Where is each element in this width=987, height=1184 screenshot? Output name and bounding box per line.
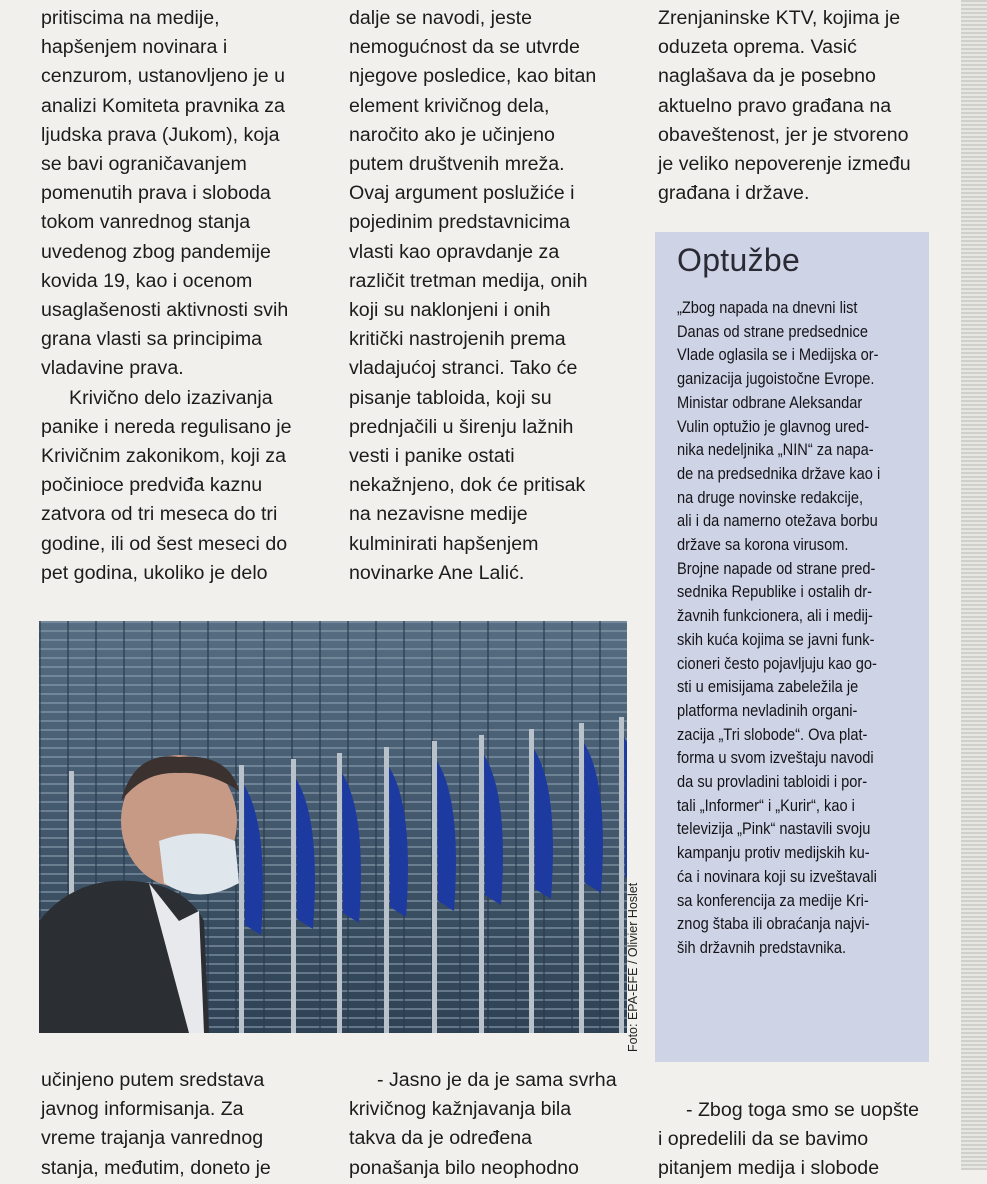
flag-pole: [529, 729, 534, 1033]
text-line: naročito ako je učinjeno: [349, 123, 555, 146]
text-line: učinjeno putem sredstava: [41, 1069, 265, 1091]
text-line: skih kuća kojima se javni funk-: [677, 629, 875, 649]
text-line: kampanju protiv medijskih ku-: [677, 843, 870, 863]
text-line: takva da je određena: [349, 1127, 533, 1150]
text-line: pisanje tabloida, koji su: [349, 386, 552, 409]
text-line: kovida 19, kao i ocenom: [41, 269, 253, 292]
text-line: na nezavisne medije: [349, 503, 528, 526]
text-line: zatvora od tri meseca do tri: [41, 503, 278, 526]
text-line: vlasti kao opravdanje za: [349, 240, 560, 263]
text-line: sa konferencija za medije Kri-: [677, 890, 869, 910]
page-edge: [961, 0, 987, 1170]
text-line: da su provladini tabloidi i por-: [677, 772, 868, 792]
text-line: se bavi ograničavanjem: [41, 153, 247, 176]
text-line: ših državnih predstavnika.: [677, 937, 847, 957]
sidebar-body: [677, 296, 892, 960]
text-line: aktuelno pravo građana na: [658, 94, 892, 117]
article-column-3-bottom: [658, 1096, 948, 1184]
text-line: različit tretman medija, onih: [349, 269, 588, 292]
text-line: ali i da namerno otežava borbu: [677, 511, 878, 531]
text-line: ljudska prava (Jukom), koja: [41, 123, 280, 146]
text-line: sednika Republike i ostalih dr-: [677, 582, 873, 602]
text-line: putem društvenih mreža.: [349, 153, 565, 176]
text-line: naglašava da je posebno: [658, 65, 876, 88]
text-line: nemogućnost da se utvrde: [349, 36, 580, 59]
text-line: nekažnjeno, dok će pritisak: [349, 474, 586, 497]
text-line: Vlade oglasila se i Medijska or-: [677, 345, 879, 365]
text-line: Vulin optužio je glavnog ured-: [677, 416, 870, 436]
text-line: vesti i panike ostati: [349, 445, 515, 468]
flag-pole: [479, 735, 484, 1033]
article-column-1-bottom: [41, 1066, 331, 1183]
article-column-2-top: [349, 4, 639, 588]
text-line: hapšenjem novinara i: [41, 36, 228, 59]
text-line: zacija „Tri slobode“. Ova plat-: [677, 724, 868, 744]
text-line: oduzeta oprema. Vasić: [658, 36, 857, 59]
text-line: dalje se navodi, jeste: [349, 7, 532, 29]
text-line: novinarke Ane Lalić.: [349, 561, 525, 584]
text-line: njegove posledice, kao bitan: [349, 65, 597, 88]
text-line: platforma nevladinih organi-: [677, 700, 858, 720]
text-line: grana vlasti sa principima: [41, 328, 263, 351]
text-line: televizija „Pink“ nastavili svoju: [677, 819, 871, 839]
text-line: Danas od strane predsednice: [677, 321, 869, 341]
text-line: krivičnog kažnjavanja bila: [349, 1098, 572, 1121]
flag-pole: [579, 723, 584, 1033]
text-line: analizi Komiteta pravnika za: [41, 94, 285, 117]
text-line: element krivičnog dela,: [349, 94, 550, 117]
text-line: pritiscima na medije,: [41, 7, 220, 29]
article-column-1-top: [41, 4, 331, 588]
text-line: ganizacija jugoistočne Evrope.: [677, 369, 875, 389]
flag-pole: [619, 717, 624, 1033]
text-line: tali „Informer“ i „Kurir“, kao i: [677, 795, 855, 815]
text-line: Ovaj argument poslužiće i: [349, 182, 575, 205]
text-line: stanja, međutim, doneto je: [41, 1156, 271, 1179]
text-line: pojedinim predstavnicima: [349, 211, 571, 234]
text-line: ća i novinara koji su izveštavali: [677, 866, 877, 886]
text-line: - Jasno je da je sama svrha: [377, 1069, 617, 1091]
text-line: tokom vanrednog stanja: [41, 211, 251, 234]
news-photo: [39, 621, 627, 1033]
text-line: znog štaba ili obraćanja najvi-: [677, 914, 870, 934]
text-line: sti u emisijama zabeležila je: [677, 677, 859, 697]
text-line: počinioce predviđa kaznu: [41, 474, 263, 497]
photo-scene: [39, 621, 627, 1033]
text-line: uvedenog zbog pandemije: [41, 240, 271, 263]
text-line: „Zbog napada na dnevni list: [677, 298, 858, 317]
flag-pole: [239, 765, 244, 1033]
text-line: nika nedeljnika „NIN“ za napa-: [677, 440, 874, 460]
text-line: Krivično delo izazivanja: [69, 386, 273, 409]
flag-pole: [384, 747, 389, 1033]
article-column-2-bottom: [349, 1066, 639, 1183]
text-line: Brojne napade od strane pred-: [677, 558, 876, 578]
flag-pole: [432, 741, 437, 1033]
text-line: građana i države.: [658, 182, 810, 205]
text-line: je veliko nepoverenje između: [658, 153, 911, 176]
text-line: ponašanja bilo neophodno: [349, 1156, 579, 1179]
text-line: vladavine prava.: [41, 357, 184, 380]
text-line: na druge novinske redakcije,: [677, 487, 864, 507]
text-line: usaglašenosti aktivnosti svih: [41, 299, 289, 322]
sidebar-title: Optužbe: [677, 242, 801, 278]
text-line: žavnih funkcionera, ali i medij-: [677, 606, 873, 626]
text-line: koji su naklonjeni i onih: [349, 299, 551, 322]
text-line: - Zbog toga smo se uopšte: [686, 1099, 920, 1121]
text-line: cioneri često pojavljuju kao go-: [677, 653, 877, 673]
sidebar-box: [655, 232, 929, 1062]
text-line: godine, ili od šest meseci do: [41, 532, 288, 555]
text-line: obaveštenost, jer je stvoreno: [658, 123, 909, 146]
text-line: Ministar odbrane Aleksandar: [677, 392, 863, 412]
flag-pole: [291, 759, 296, 1033]
text-line: kritički nastrojenih prema: [349, 328, 566, 351]
text-line: kulminirati hapšenjem: [349, 532, 539, 555]
text-line: cenzurom, ustanovljeno je u: [41, 65, 285, 88]
text-line: forma u svom izveštaju navodi: [677, 748, 874, 768]
text-line: de na predsednika države kao i: [677, 463, 881, 483]
text-line: i opredelili da se bavimo: [658, 1128, 869, 1151]
text-line: vreme trajanja vanrednog: [41, 1127, 264, 1150]
text-line: Krivičnim zakonikom, koji za: [41, 445, 286, 468]
text-line: pomenutih prava i sloboda: [41, 182, 271, 205]
text-line: vladajućoj stranci. Tako će: [349, 357, 578, 380]
text-line: Zrenjaninske KTV, kojima je: [658, 7, 901, 29]
text-line: prednjačili u širenju lažnih: [349, 415, 574, 438]
text-line: države sa korona virusom.: [677, 535, 849, 555]
flag-pole: [337, 753, 342, 1033]
article-column-3-top: [658, 4, 948, 208]
text-line: panike i nereda regulisano je: [41, 415, 292, 438]
photo-credit: Foto: EPA-EFE / Olivier Hoslet: [626, 882, 640, 1052]
text-line: pitanjem medija i slobode: [658, 1157, 880, 1180]
text-line: javnog informisanja. Za: [41, 1098, 244, 1121]
text-line: pet godina, ukoliko je delo: [41, 561, 268, 584]
